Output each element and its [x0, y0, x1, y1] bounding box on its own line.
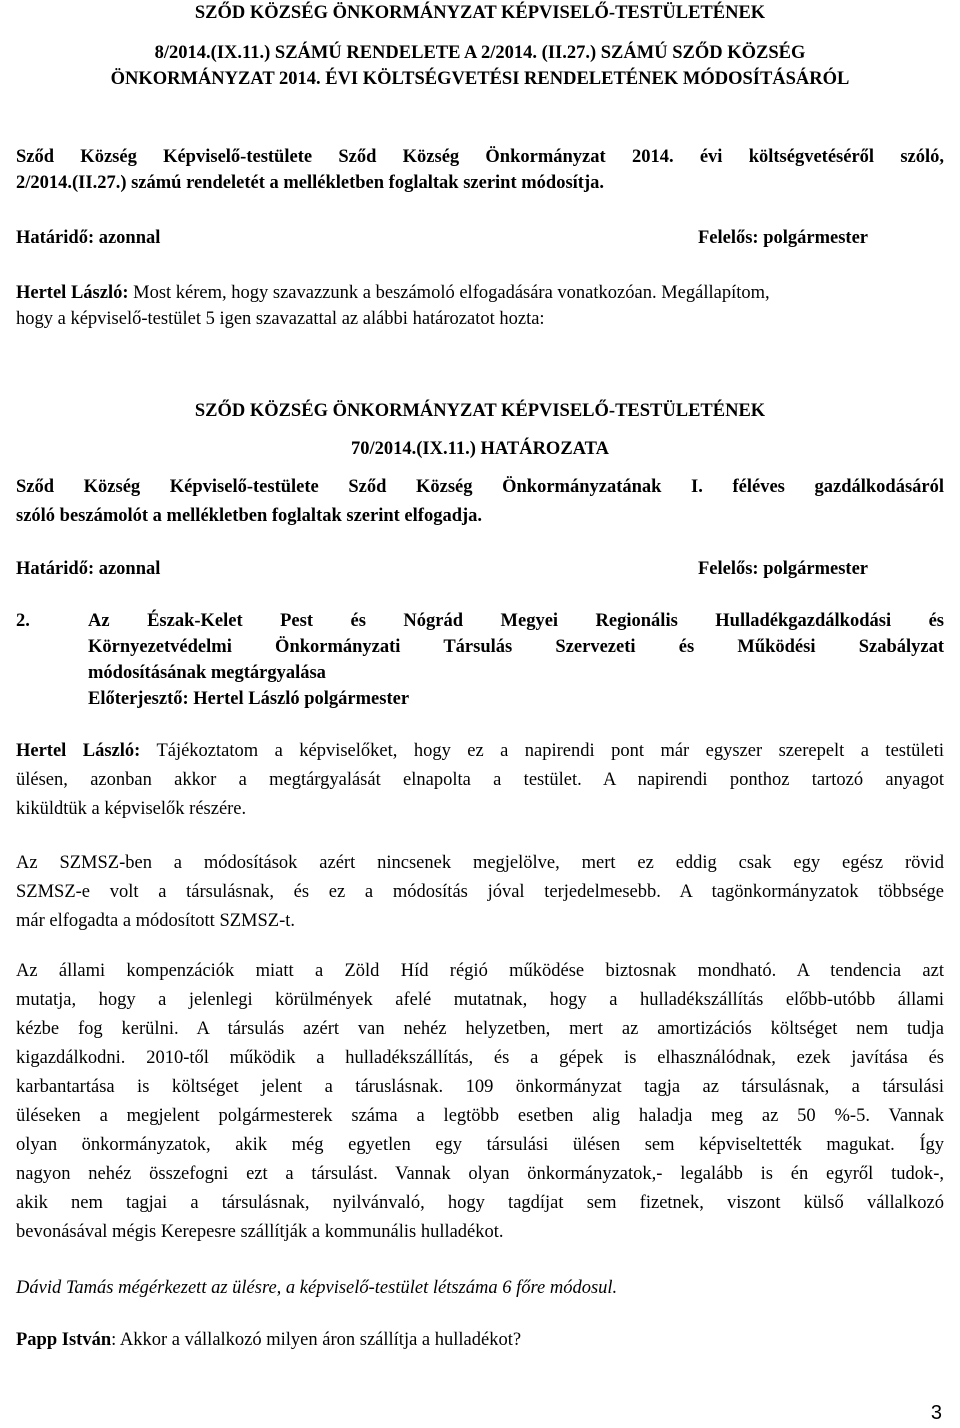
speech2-p3-line-8: nagyon nehéz összefogni ezt a társulást. Vannak olyan önkormányzatok,- legalább is én egyről tudok-, — [16, 1164, 944, 1184]
header-line-3: ÖNKORMÁNYZAT 2014. ÉVI KÖLTSÉGVETÉSI RENDELETÉNEK MÓDOSÍTÁSÁRÓL — [110, 69, 850, 89]
speech2-p1-line-1-text: Tájékoztatom a képviselőket, hogy ez a napirendi pont már egyszer szerepelt a testületi — [140, 741, 944, 761]
speech3-speaker: Papp István — [16, 1330, 112, 1350]
speech2-p3-line-9: akik nem tagjai a társulásnak, nyilvánvaló, hogy tagdíjat sem fizetnek, viszont külső vállalkozó — [16, 1193, 944, 1213]
speech2-p1-line-1 — [16, 738, 944, 764]
page-number: 3 — [930, 1402, 942, 1424]
header-line-1: SZŐD KÖZSÉG ÖNKORMÁNYZAT KÉPVISELŐ-TESTÜLETÉNEK — [194, 3, 766, 23]
speech3-line — [16, 1327, 944, 1353]
resolution2-deadline: Határidő: azonnal — [16, 559, 161, 579]
header-line-2: 8/2014.(IX.11.) SZÁMÚ RENDELETE A 2/2014. (II.27.) SZÁMÚ SZŐD KÖZSÉG — [154, 43, 806, 63]
agenda-item-line-2: Környezetvédelmi Önkormányzati Társulás Szervezeti és Működési Szabályzat — [88, 637, 944, 657]
speech2-p3-line-5: karbantartása is költséget jelent a táruslásnak. 109 önkormányzat tagja az társulásnak, a társulási — [16, 1077, 944, 1097]
resolution2-line-1: Sződ Község Képviselő-testülete Sződ Község Önkormányzatának I. féléves gazdálkodásáról — [16, 477, 944, 497]
speech2-p3-line-4: kigazdálkodni. 2010-től működik a hulladékszállítás, és a gépek is elhasználódnak, ezek javítása és — [16, 1048, 944, 1068]
speech1-speaker: Hertel László: — [16, 283, 129, 303]
resolution1-line-1: Sződ Község Képviselő-testülete Sződ Község Önkormányzat 2014. évi költségvetéséről szóló, — [16, 147, 944, 167]
speech2-p3-line-3: kézbe fog kerülni. A társulás azért van nehéz helyzetben, mert az amortizációs költséget nem tudja — [16, 1019, 944, 1039]
agenda-item-number: 2. — [16, 611, 30, 631]
agenda-item-presenter: Előterjesztő: Hertel László polgármester — [88, 689, 410, 709]
agenda-item-line-1 — [16, 608, 944, 634]
speech1-line-2: hogy a képviselő-testület 5 igen szavazattal az alábbi határozatot hozta: — [16, 309, 545, 329]
resolution1-line-2: 2/2014.(II.27.) számú rendeletét a mellékletben foglaltak szerint módosítja. — [16, 173, 604, 193]
resolution1-responsible: Felelős: polgármester — [697, 228, 868, 248]
speech2-p3-line-6: üléseken a megjelent polgármesterek száma a legtöbb esetben alig haladja meg az 50 %-5. Vannak — [16, 1106, 944, 1126]
attendance-note: Dávid Tamás mégérkezett az ülésre, a képviselő-testület létszáma 6 főre módosul. — [16, 1278, 618, 1298]
speech2-p2-line-2: SZMSZ-e volt a társulásnak, és ez a módosítás jóval terjedelmesebb. A tagönkormányzatok többsége — [16, 882, 944, 902]
resolution1-deadline: Határidő: azonnal — [16, 228, 161, 248]
resolution1-deadline-row — [16, 225, 944, 251]
resolution2-title-2: 70/2014.(IX.11.) HATÁROZATA — [351, 439, 609, 459]
resolution2-title-1: SZŐD KÖZSÉG ÖNKORMÁNYZAT KÉPVISELŐ-TESTÜLETÉNEK — [194, 401, 766, 421]
speech2-p3-line-1: Az állami kompenzációk miatt a Zöld Híd régió működése biztosnak mondható. A tendencia azt — [16, 961, 944, 981]
speech1-line-1-text: Most kérem, hogy szavazzunk a beszámoló elfogadására vonatkozóan. Megállapítom, — [128, 283, 770, 303]
speech3-text: : Akkor a vállalkozó milyen áron szállítja a hulladékot? — [111, 1330, 522, 1350]
speech2-p2-line-3: már elfogadta a módosított SZMSZ-t. — [16, 911, 295, 931]
speech2-p1-line-3: kiküldtük a képviselők részére. — [16, 799, 247, 819]
resolution2-deadline-row — [16, 556, 944, 582]
resolution2-responsible: Felelős: polgármester — [697, 559, 868, 579]
speech2-p1-line-2: ülésen, azonban akkor a megtárgyalását elnapolta a testület. A napirendi ponthoz tartozó anyagot — [16, 770, 944, 790]
speech2-p3-line-2: mutatja, hogy a jelenlegi körülmények afelé mutatnak, hogy a hulladékszállítás előbb-utóbb állami — [16, 990, 944, 1010]
agenda-item-line-3: módosításának megtárgyalása — [88, 663, 326, 683]
speech2-speaker: Hertel László: — [16, 741, 141, 761]
speech2-p2-line-1: Az SZMSZ-ben a módosítások azért nincsenek megjelölve, mert ez eddig csak egy egész rövid — [16, 853, 944, 873]
speech2-p3-line-10: bevonásával mégis Kerepesre szállítják a kommunális hulladékot. — [16, 1222, 504, 1242]
speech1-line-1 — [16, 280, 944, 306]
speech2-p3-line-7: olyan önkormányzatok, akik még egyetlen egy társulási ülésen sem képviseltették magukat. Így — [16, 1135, 944, 1155]
resolution2-line-2: szóló beszámolót a mellékletben foglaltak szerint elfogadja. — [16, 506, 483, 526]
agenda-item-line-1-text: Az Észak-Kelet Pest és Nógrád Megyei Regionális Hulladékgazdálkodási és — [88, 611, 944, 631]
